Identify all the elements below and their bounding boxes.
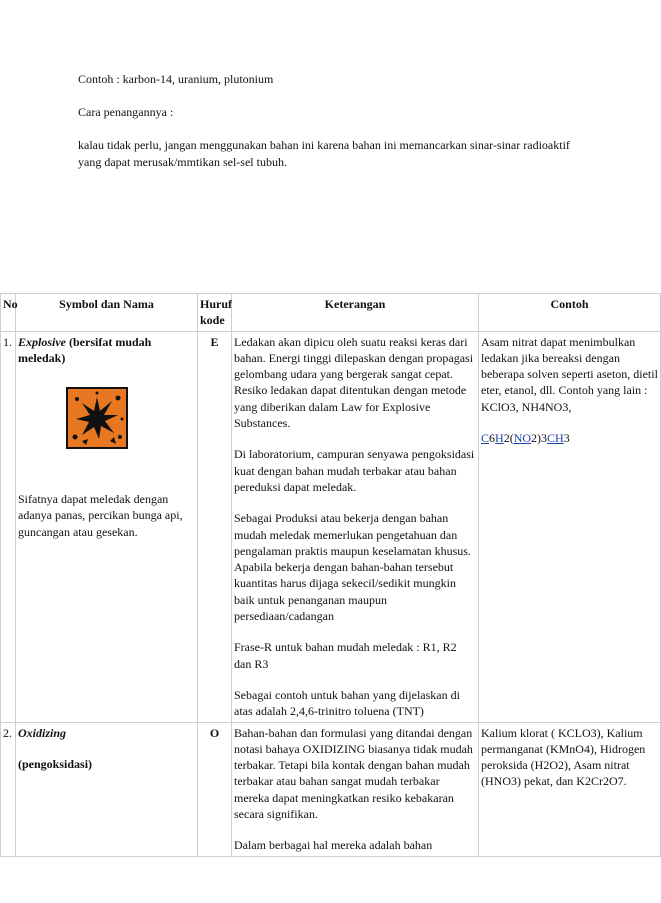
intro-handling-text-b: yang dapat merusak/mmtikan sel-sel tubuh. (78, 155, 287, 169)
table-row (1, 722, 661, 856)
symbol-name-rest: (pengoksidasi) (18, 756, 93, 771)
keterangan-paragraph: Sebagai contoh untuk bahan yang dijelaskan di atas adalah 2,4,6-trinitro toluena (TNT) (234, 687, 460, 719)
symbol-cell (16, 722, 198, 856)
formula-link-no[interactable]: NO (513, 431, 532, 446)
hazard-table (0, 293, 661, 857)
keterangan-paragraph: Bahan-bahan dan formulasi yang ditandai dengan notasi bahaya OXIDIZING biasanya tidak mudah terbakar. Tetapi bila kontak dengan bahan mudah terbakar atau bahan sangat mudah terbakar mereka dapat meningkatkan resiko kebakaran secara signifikan. (234, 725, 473, 822)
symbol-name-italic: Oxidizing (18, 725, 67, 740)
header-contoh: Contoh (479, 294, 661, 332)
hazard-code: O (198, 722, 232, 856)
symbol-description: Sifatnya dapat meledak dengan adanya panas, percikan bunga api, guncangan atau gesekan. (18, 492, 183, 539)
symbol-name (18, 334, 195, 367)
formula-link-ch[interactable]: CH (547, 431, 564, 446)
row-number: 2. (1, 722, 16, 856)
formula-part: 6 (489, 431, 496, 446)
formula-part: 2)3 (531, 431, 548, 446)
intro-handling-text (78, 137, 598, 171)
tnt-formula (481, 430, 658, 446)
symbol-cell (16, 331, 198, 722)
intro-handling-text-a: kalau tidak perlu, jangan menggunakan bahan ini karena bahan ini memancarkan sinar-sinar radioaktif (78, 138, 570, 152)
keterangan-paragraph: Sebagai Produksi atau bekerja dengan bahan mudah meledak memerlukan pengetahuan dan pengalaman praktis maupun keselamatan khusus. Apabila bekerja dengan bahan-bahan tersebut kuantitas harus dijaga sekecil/sedikit mungkin baik untuk penanganan maupun persediaan/cadangan (234, 511, 471, 624)
keterangan-paragraph: Dalam berbagai hal mereka adalah bahan (234, 838, 433, 853)
symbol-name (18, 725, 195, 741)
header-symbol: Symbol dan Nama (16, 294, 198, 332)
contoh-cell (479, 331, 661, 722)
keterangan-paragraph: Ledakan akan dipicu oleh suatu reaksi keras dari bahan. Energi tinggi dilepaskan dengan propagasi gelombang udara yang bergerak sangat cepat. Resiko ledakan dapat ditentukan dengan metode yang diberikan dalam Law for Explosive Substances. (234, 334, 474, 431)
keterangan-paragraph: Frase-R untuk bahan mudah meledak : R1, R2 dan R3 (234, 640, 457, 671)
contoh-cell (479, 722, 661, 856)
intro-examples: Contoh : karbon-14, uranium, plutonium (78, 72, 274, 86)
row-number: 1. (1, 331, 16, 722)
hazard-code: E (198, 331, 232, 722)
header-code: Huruf kode (198, 294, 232, 332)
header-no: No (1, 294, 16, 332)
contoh-text: Asam nitrat dapat menimbulkan ledakan jika bereaksi dengan beberapa solven seperti aseton, dietil eter, etanol, dll. Contoh yang lain : KClO3, NH4NO3, (481, 334, 658, 414)
formula-link-c[interactable]: C (481, 431, 490, 446)
symbol-name-italic: Explosive (18, 334, 66, 349)
symbol-name-rest: (bersifat mudah meledak) (18, 334, 152, 365)
keterangan-cell (232, 722, 479, 856)
contoh-text: Kalium klorat ( KCLO3), Kalium permanganat (KMnO4), Hidrogen peroksida (H2O2), Asam nitrat (HNO3) pekat, dan K2Cr2O7. (481, 725, 646, 789)
formula-part: 3 (563, 431, 570, 446)
formula-part: 2( (503, 431, 514, 446)
intro-handling-title: Cara penangannya : (78, 105, 174, 119)
explosive-hazard-icon (66, 387, 128, 449)
keterangan-cell (232, 331, 479, 722)
formula-link-h[interactable]: H (495, 431, 504, 446)
keterangan-paragraph: Di laboratorium, campuran senyawa pengoksidasi kuat dengan bahan mudah terbakar atau bahan pereduksi dapat meledak. (234, 447, 475, 494)
table-header-row (1, 294, 661, 332)
table-row (1, 331, 661, 722)
header-keterangan: Keterangan (232, 294, 479, 332)
